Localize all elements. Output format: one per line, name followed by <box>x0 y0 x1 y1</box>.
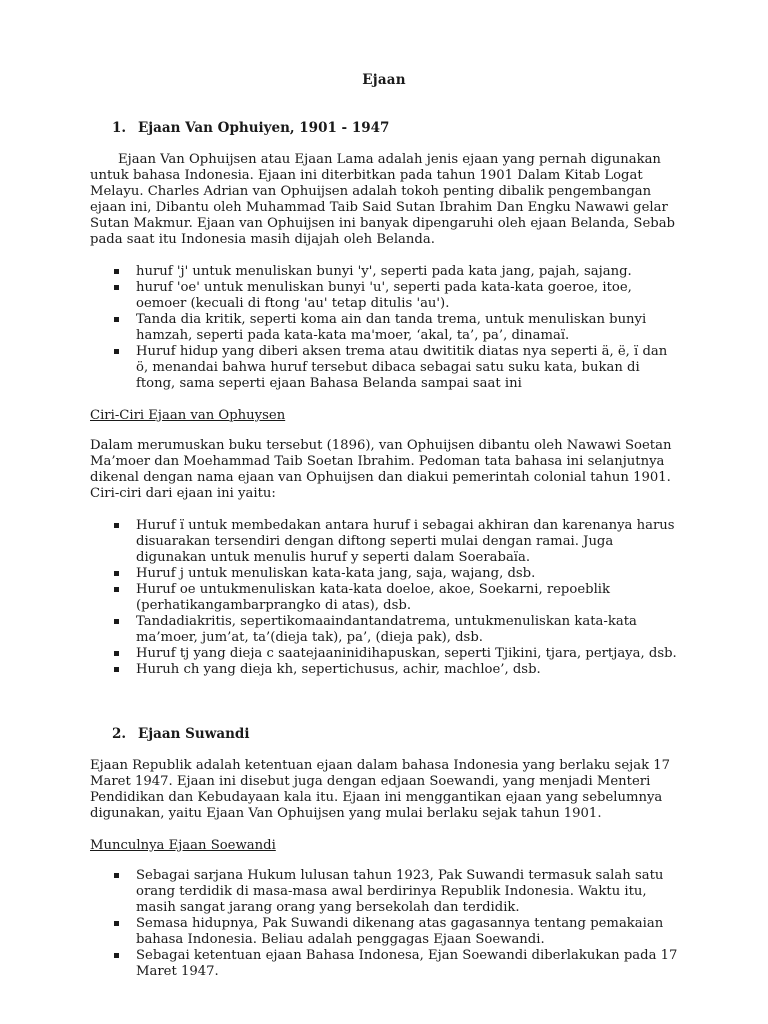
document-title: Ejaan <box>362 72 406 88</box>
section-2-number: 2. <box>112 726 127 742</box>
section-1-paragraph-2: Dalam merumuskan buku tersebut (1896), van Ophuijsen dibantu oleh Nawawi Soetan Ma’moer dan Moehammad Taib Soetan Ibrahim. Pedoman tata bahasa ini selanjutnya dikenal dengan nama ejaan van Ophuijsen dan diakui pemerintah colonial tahun 1901. Ciri-ciri dari ejaan ini yaitu: <box>90 438 672 501</box>
section-2-paragraph: Ejaan Republik adalah ketentuan ejaan dalam bahasa Indonesia yang berlaku sejak 17 Maret 1947. Ejaan ini disebut juga dengan edjaan Soewandi, yang menjadi Menteri Pendidikan dan Kebudayaan kala itu. Ejaan ini menggantikan ejaan yang sebelumnya digunakan, yaitu Ejaan Van Ophuijsen yang mulai berlaku sejak tahun 1901. <box>90 758 671 821</box>
section-1-bullet-list-2 <box>90 518 678 678</box>
list-item: Huruf oe untukmenuliskan kata-kata doeloe, akoe, Soekarni, repoeblik (perhatikangambarprangko di atas), dsb. <box>114 582 678 614</box>
section-2-heading <box>90 726 678 742</box>
list-item: Huruf ï untuk membedakan antara huruf i sebagai akhiran dan karenanya harus disuarakan tersendiri dengan diftong seperti mulai dengan ramai. Juga digunakan untuk menulis huruf y seperti dalam Soerabaïa. <box>114 518 678 566</box>
list-item: Sebagai sarjana Hukum lulusan tahun 1923, Pak Suwandi termasuk salah satu orang terdidik di masa-masa awal berdirinya Republik Indonesia. Waktu itu, masih sangat jarang orang yang bersekolah dan terdidik. <box>114 868 678 916</box>
section-2-subheading: Munculnya Ejaan Soewandi <box>90 838 276 853</box>
list-item: Huruh ch yang dieja kh, sepertichusus, achir, machloe’, dsb. <box>114 662 678 678</box>
list-item: huruf 'j' untuk menuliskan bunyi 'y', seperti pada kata jang, pajah, sajang. <box>114 264 678 280</box>
section-1-number: 1. <box>112 120 127 136</box>
list-item: Sebagai ketentuan ejaan Bahasa Indonesa, Ejan Soewandi diberlakukan pada 17 Maret 1947. <box>114 948 678 980</box>
section-1-subheading: Ciri-Ciri Ejaan van Ophuysen <box>90 408 286 423</box>
section-1-heading <box>90 120 678 136</box>
list-item: Huruf j untuk menuliskan kata-kata jang, saja, wajang, dsb. <box>114 566 678 582</box>
list-item: Tandadiakritis, sepertikomaaindantandatrema, untukmenuliskan kata-kata ma’moer, jum’at, ta’(dieja tak), pa’, (dieja pak), dsb. <box>114 614 678 646</box>
section-2-bullet-list <box>90 868 678 980</box>
section-1-title: Ejaan Van Ophuiyen, 1901 - 1947 <box>138 120 390 136</box>
list-item: Tanda dia kritik, seperti koma ain dan tanda trema, untuk menuliskan bunyi hamzah, seperti pada kata-kata ma'moer, ‘akal, ta’, pa’, dinamaï. <box>114 312 678 344</box>
section-1-intro: Ejaan Van Ophuijsen atau Ejaan Lama adalah jenis ejaan yang pernah digunakan untuk bahasa Indonesia. Ejaan ini diterbitkan pada tahun 1901 Dalam Kitab Logat Melayu. Charles Adrian van Ophuijsen adalah tokoh penting dibalik pengembangan ejaan ini, Dibantu oleh Muhammad Taib Said Sutan Ibrahim Dan Engku Nawawi gelar Sutan Makmur. Ejaan van Ophuijsen ini banyak dipengaruhi oleh ejaan Belanda, Sebab pada saat itu Indonesia masih dijajah oleh Belanda. <box>90 152 676 247</box>
list-item: Semasa hidupnya, Pak Suwandi dikenang atas gagasannya tentang pemakaian bahasa Indonesia. Beliau adalah penggagas Ejaan Soewandi. <box>114 916 678 948</box>
section-1-bullet-list <box>90 264 678 392</box>
list-item: Huruf hidup yang diberi aksen trema atau dwititik diatas nya seperti ä, ë, ï dan ö, menandai bahwa huruf tersebut dibaca sebagai satu suku kata, bukan di ftong, sama seperti ejaan Bahasa Belanda sampai saat ini <box>114 344 678 392</box>
list-item: Huruf tj yang dieja c saatejaaninidihapuskan, seperti Tjikini, tjara, pertjaya, dsb. <box>114 646 678 662</box>
list-item: huruf 'oe' untuk menuliskan bunyi 'u', seperti pada kata-kata goeroe, itoe, oemoer (kecuali di ftong 'au' tetap ditulis 'au'). <box>114 280 678 312</box>
section-spacer <box>90 694 678 726</box>
section-2-title: Ejaan Suwandi <box>138 726 250 742</box>
